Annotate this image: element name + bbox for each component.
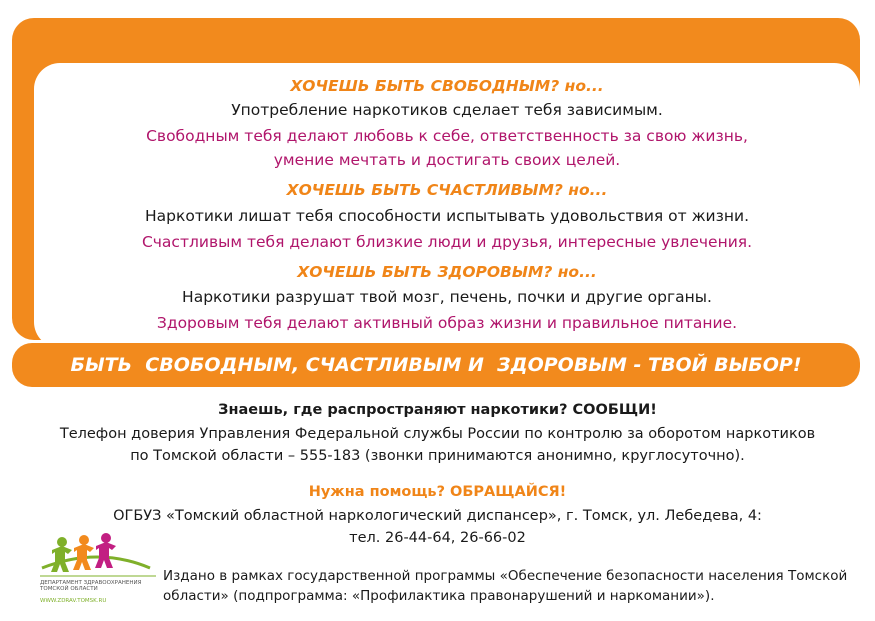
publication-line2: области» (подпрограмма: «Профилактика правонарушений и наркомании»).	[163, 588, 715, 604]
logo-caption-line2: ТОМСКОЙ ОБЛАСТИ	[40, 586, 98, 592]
question-happy-warning: Наркотики лишат тебя способности испытывать удовольствия от жизни.	[144, 207, 750, 225]
health-department-logo-icon	[38, 528, 158, 608]
question-healthy-title: ХОЧЕШЬ БЫТЬ ЗДОРОВЫМ? но...	[297, 263, 597, 281]
question-free-warning: Употребление наркотиков сделает тебя зависимым.	[231, 101, 663, 119]
question-free-title: ХОЧЕШЬ БЫТЬ СВОБОДНЫМ? но...	[290, 77, 604, 95]
help-address: ОГБУЗ «Томский областной наркологический диспансер», г. Томск, ул. Лебедева, 4:	[113, 508, 762, 524]
question-happy-answer: Счастливым тебя делают близкие люди и друзья, интересные увлечения.	[141, 233, 753, 251]
choice-banner: БЫТЬ СВОБОДНЫМ, СЧАСТЛИВЫМ И ЗДОРОВЫМ - ТВОЙ ВЫБОР!	[12, 343, 860, 387]
help-phones: тел. 26-44-64, 26-66-02	[349, 530, 526, 546]
publication-note	[163, 566, 853, 606]
question-happy-title: ХОЧЕШЬ БЫТЬ СЧАСТЛИВЫМ? но...	[286, 181, 608, 199]
messages-panel	[34, 63, 860, 348]
logo-caption	[40, 580, 141, 592]
question-free-answer-line1: Свободным тебя делают любовь к себе, ответственность за свою жизнь,	[146, 127, 748, 145]
report-line1: Телефон доверия Управления Федеральной службы России по контролю за оборотом наркотиков	[59, 426, 816, 442]
report-line2: по Томской области – 555-183 (звонки принимаются анонимно, круглосуточно).	[130, 448, 745, 464]
question-healthy-warning: Наркотики разрушат твой мозг, печень, почки и другие органы.	[182, 288, 712, 306]
publication-line1: Издано в рамках государственной программы «Обеспечение безопасности населения Томской	[163, 568, 848, 584]
question-free-answer-line2: умение мечтать и достигать своих целей.	[273, 151, 621, 169]
help-heading: Нужна помощь? ОБРАЩАЙСЯ!	[308, 484, 567, 500]
report-heading: Знаешь, где распространяют наркотики? СООБЩИ!	[218, 402, 657, 418]
question-healthy-answer: Здоровым тебя делают активный образ жизни и правильное питание.	[156, 314, 738, 332]
logo-url: WWW.ZDRAV.TOMSK.RU	[40, 598, 107, 604]
top-frame	[12, 18, 860, 340]
logo-caption-line1: ДЕПАРТАМЕНТ ЗДРАВООХРАНЕНИЯ	[40, 580, 142, 586]
